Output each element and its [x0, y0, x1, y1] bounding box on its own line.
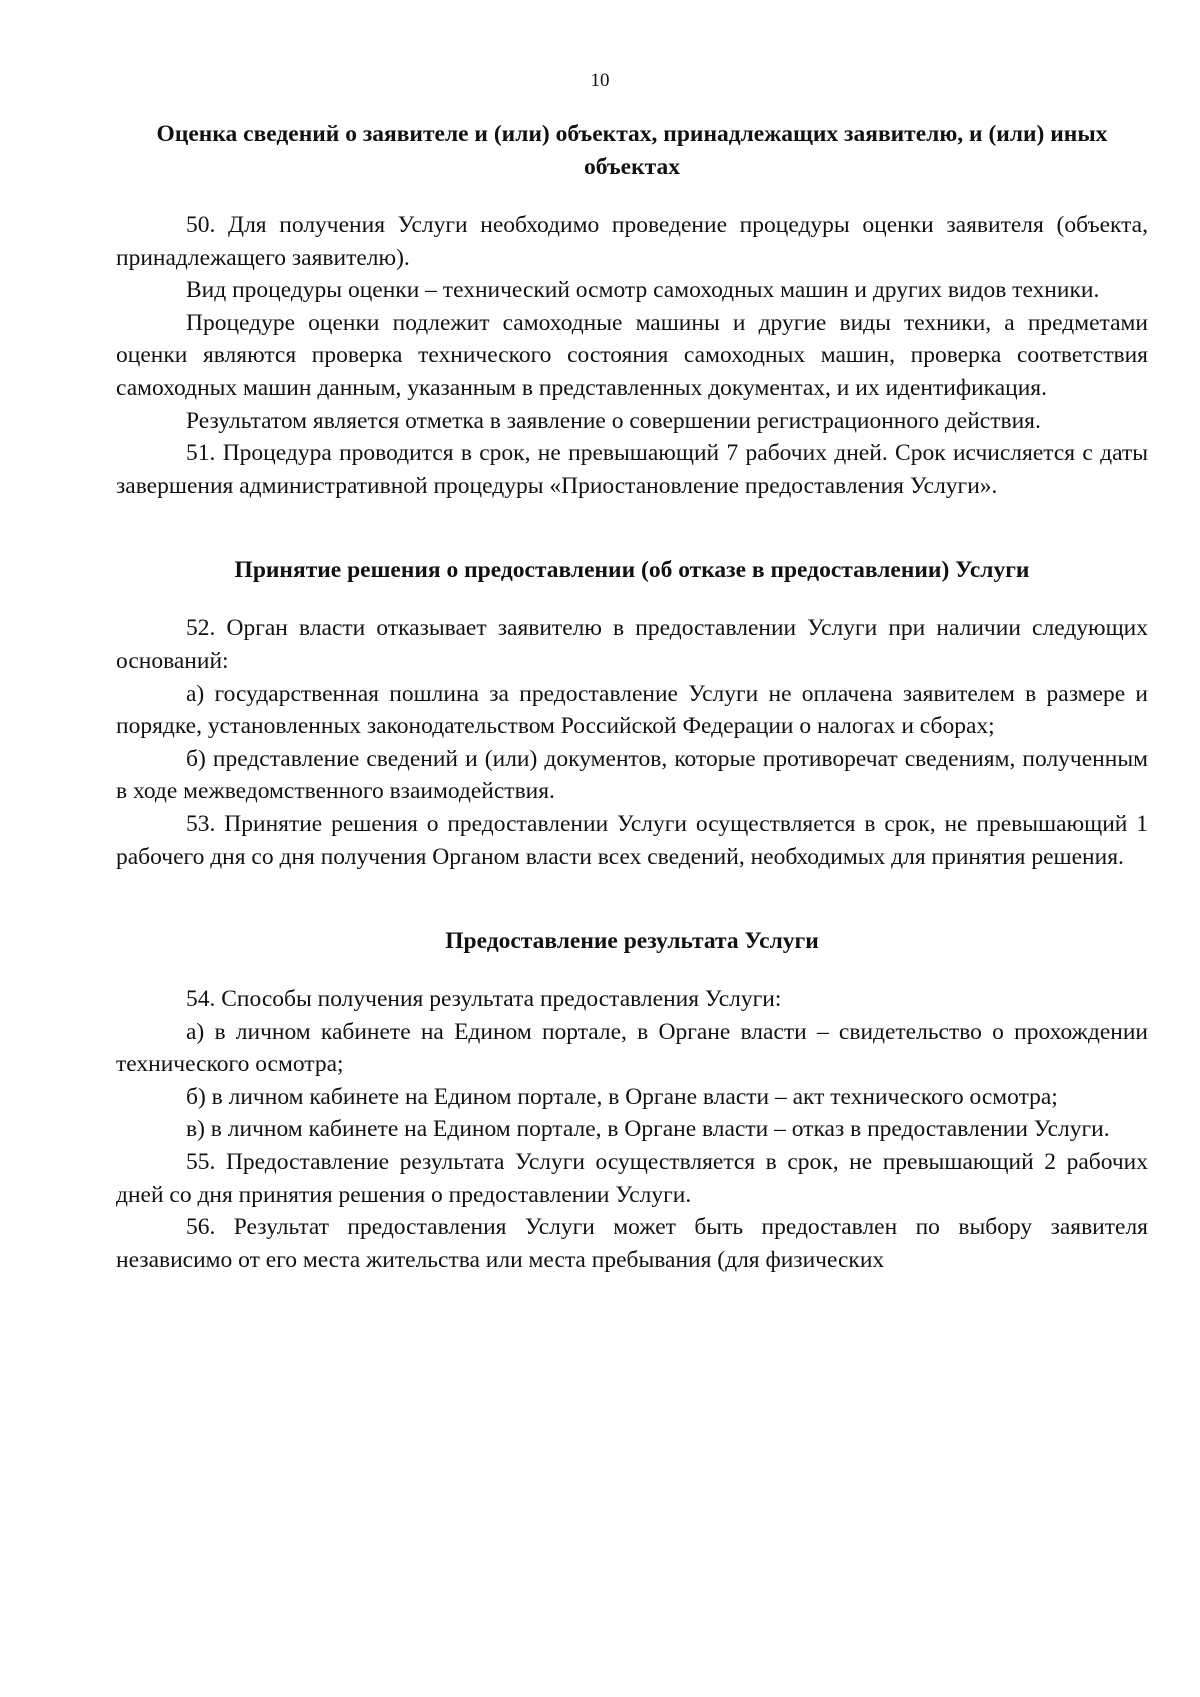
paragraph: 53. Принятие решения о предоставлении Услуги осуществляется в срок, не превышающий 1 рабочего дня со дня получения Органом власти всех сведений, необходимых для принятия решения.: [116, 810, 1148, 870]
section-decision-body: [116, 612, 1148, 873]
paragraph: а) в личном кабинете на Едином портале, в Органе власти – свидетельство о прохождении технического осмотра;: [116, 1018, 1148, 1078]
paragraph: 54. Способы получения результата предоставления Услуги:: [186, 986, 782, 1013]
section-title-decision: Принятие решения о предоставлении (об отказе в предоставлении) Услуги: [234, 557, 1030, 584]
section-result-body: [116, 983, 1148, 1276]
paragraph: а) государственная пошлина за предоставление Услуги не оплачена заявителем в размере и порядке, установленных законодательством Российской Федерации о налогах и сборах;: [116, 680, 1148, 740]
paragraph: Процедуре оценки подлежит самоходные машины и другие виды техники, а предметами оценки являются проверка технического состояния самоходных машин, проверка соответствия самоходных машин данным, указанным в представленных документах, и их идентификация.: [116, 309, 1148, 401]
paragraph: Результатом является отметка в заявление о совершении регистрационного действия.: [186, 407, 1041, 434]
paragraph: в) в личном кабинете на Едином портале, в Органе власти – отказ в предоставлении Услуги.: [186, 1116, 1110, 1143]
paragraph: 51. Процедура проводится в срок, не превышающий 7 рабочих дней. Срок исчисляется с даты завершения административной процедуры «Приостановление предоставления Услуги».: [116, 440, 1148, 499]
section-title-result: Предоставление результата Услуги: [445, 928, 819, 955]
document-body: [116, 118, 1148, 1276]
paragraph: 56. Результат предоставления Услуги может быть предоставлен по выбору заявителя независимо от его места жительства или места пребывания (для физических: [116, 1214, 1148, 1273]
paragraph: б) представление сведений и (или) документов, которые противоречат сведениям, полученным в ходе межведомственного взаимодействия.: [116, 745, 1148, 805]
paragraph: 52. Орган власти отказывает заявителю в предоставлении Услуги при наличии следующих оснований:: [116, 615, 1148, 674]
paragraph: б) в личном кабинете на Едином портале, в Органе власти – акт технического осмотра;: [186, 1083, 1058, 1110]
section-title-assessment: Оценка сведений о заявителе и (или) объектах, принадлежащих заявителю, и (или) иных объектах: [156, 121, 1108, 180]
paragraph: Вид процедуры оценки – технический осмотр самоходных машин и других видов техники.: [186, 277, 1100, 304]
paragraph: 55. Предоставление результата Услуги осуществляется в срок, не превышающий 2 рабочих дней со дня принятия решения о предоставлении Услуги.: [116, 1149, 1148, 1208]
paragraph: 50. Для получения Услуги необходимо проведение процедуры оценки заявителя (объекта, принадлежащего заявителю).: [116, 212, 1148, 271]
page-number: 10: [590, 70, 610, 91]
section-assessment-body: [116, 209, 1148, 502]
